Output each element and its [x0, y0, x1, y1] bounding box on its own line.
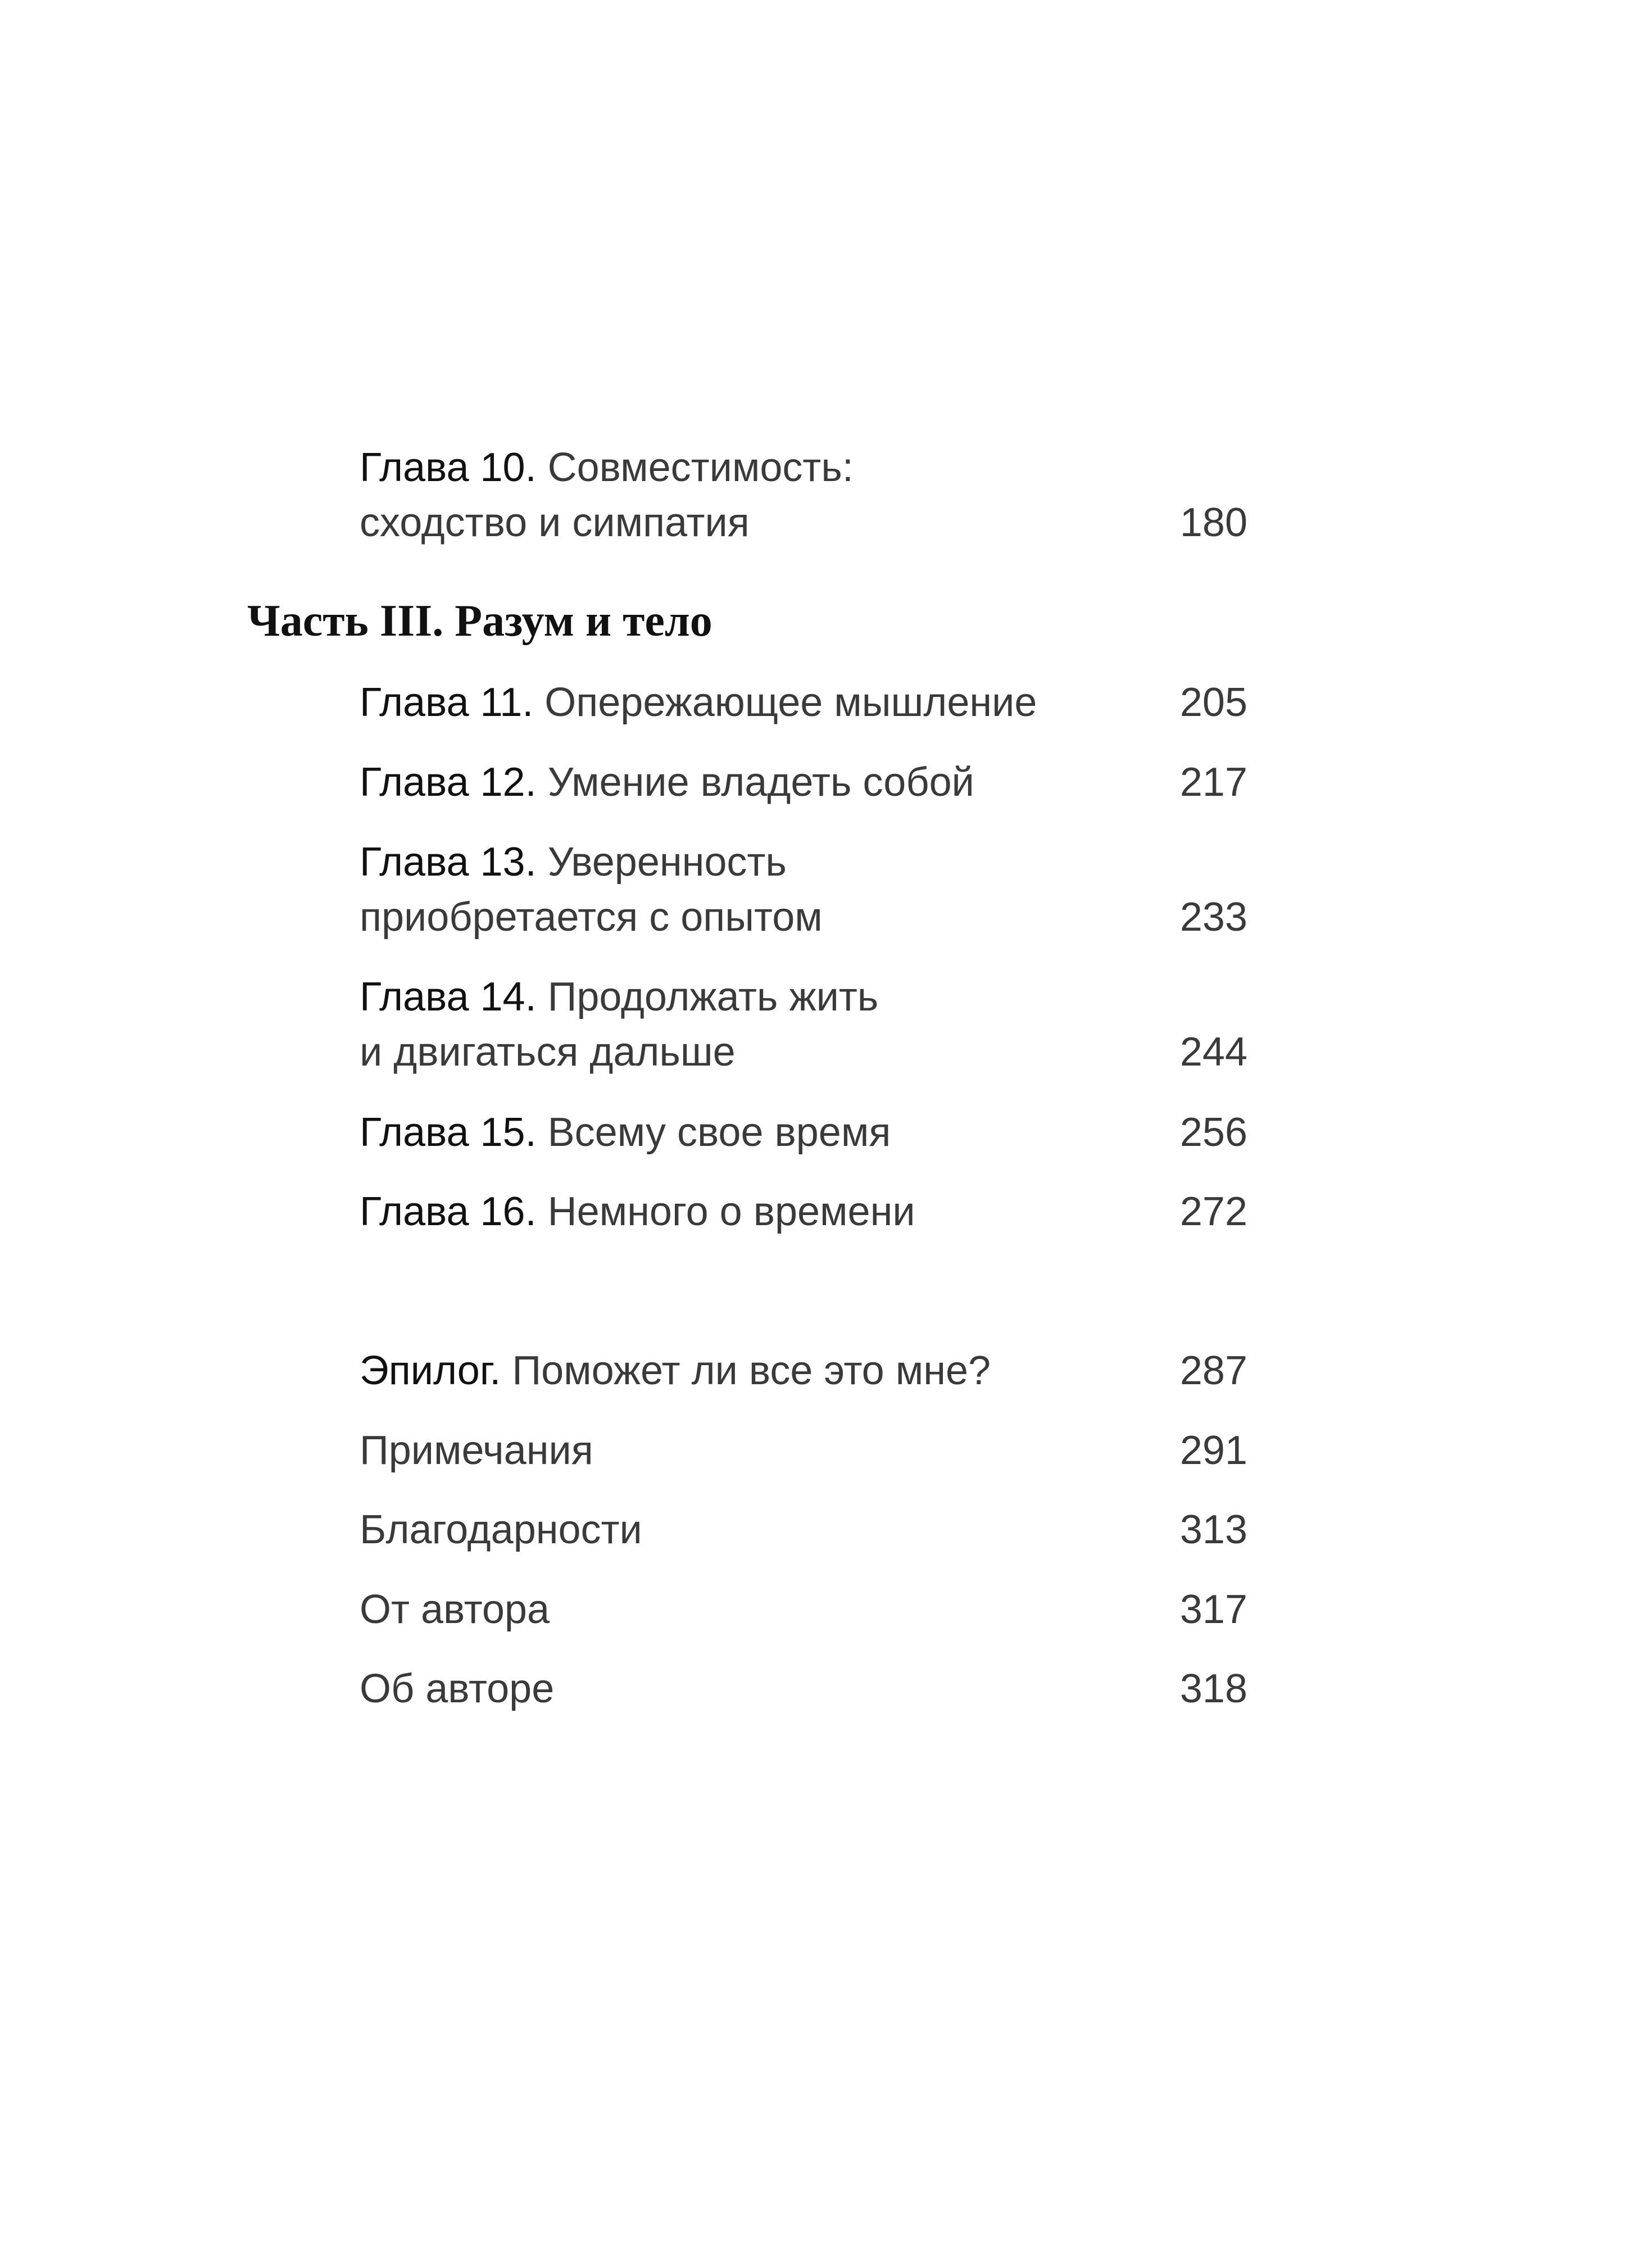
page-number: 317 — [1179, 1587, 1247, 1632]
chapter-label: Глава 11. — [360, 680, 534, 725]
page-number: 256 — [1179, 1110, 1247, 1155]
page-number: 318 — [1179, 1666, 1247, 1711]
page-number: 291 — [1179, 1428, 1247, 1473]
toc-entry-acknowledgements — [360, 1502, 1247, 1557]
toc-entry-chapter-11 — [360, 675, 1247, 730]
part-heading: Часть III. Разум и тело — [247, 596, 712, 646]
chapter-title-line-2: приобретается с опытом — [360, 895, 823, 940]
chapter-label: Глава 12. — [360, 760, 537, 805]
toc-entry-from-author — [360, 1582, 1247, 1637]
section-title: Об авторе — [360, 1666, 555, 1711]
page-number: 233 — [1179, 895, 1247, 940]
chapter-title: Немного о времени — [547, 1189, 915, 1234]
chapter-label: Глава 14. — [360, 975, 537, 1019]
section-title: Примечания — [360, 1428, 593, 1473]
section-title: Благодарности — [360, 1507, 642, 1552]
toc-entry-about-author — [360, 1661, 1247, 1716]
chapter-title-line-1: Продолжать жить — [547, 975, 879, 1019]
page-number: 272 — [1179, 1189, 1247, 1234]
epilogue-label: Эпилог. — [360, 1348, 501, 1393]
toc-entry-chapter-13 — [360, 835, 1247, 945]
chapter-title: Умение владеть собой — [547, 760, 974, 805]
chapter-title-line-1: Уверенность — [547, 840, 787, 885]
page-number: 313 — [1179, 1507, 1247, 1552]
chapter-label: Глава 13. — [360, 840, 537, 885]
epilogue-title: Поможет ли все это мне? — [512, 1348, 991, 1393]
section-title: От автора — [360, 1587, 550, 1632]
toc-entry-chapter-14 — [360, 969, 1247, 1080]
chapter-title-line-2: сходство и симпатия — [360, 500, 750, 545]
chapter-title-line-2: и двигаться дальше — [360, 1030, 736, 1075]
toc-entry-chapter-10 — [360, 440, 1247, 550]
chapter-label: Глава 16. — [360, 1189, 537, 1234]
toc-entry-chapter-12 — [360, 755, 1247, 810]
chapter-title: Опережающее мышление — [544, 680, 1037, 725]
chapter-title: Всему свое время — [547, 1110, 891, 1155]
page-number: 217 — [1179, 760, 1247, 805]
page-number: 180 — [1179, 500, 1247, 545]
chapter-label: Глава 10. — [360, 445, 537, 490]
toc-entry-epilogue — [360, 1343, 1247, 1398]
page-number: 287 — [1179, 1348, 1247, 1393]
chapter-label: Глава 15. — [360, 1110, 537, 1155]
page-number: 205 — [1179, 680, 1247, 725]
toc-entry-chapter-15 — [360, 1105, 1247, 1160]
page-number: 244 — [1179, 1030, 1247, 1075]
chapter-title-line-1: Совместимость: — [547, 445, 854, 490]
toc-entry-notes — [360, 1423, 1247, 1478]
toc-entry-chapter-16 — [360, 1184, 1247, 1239]
